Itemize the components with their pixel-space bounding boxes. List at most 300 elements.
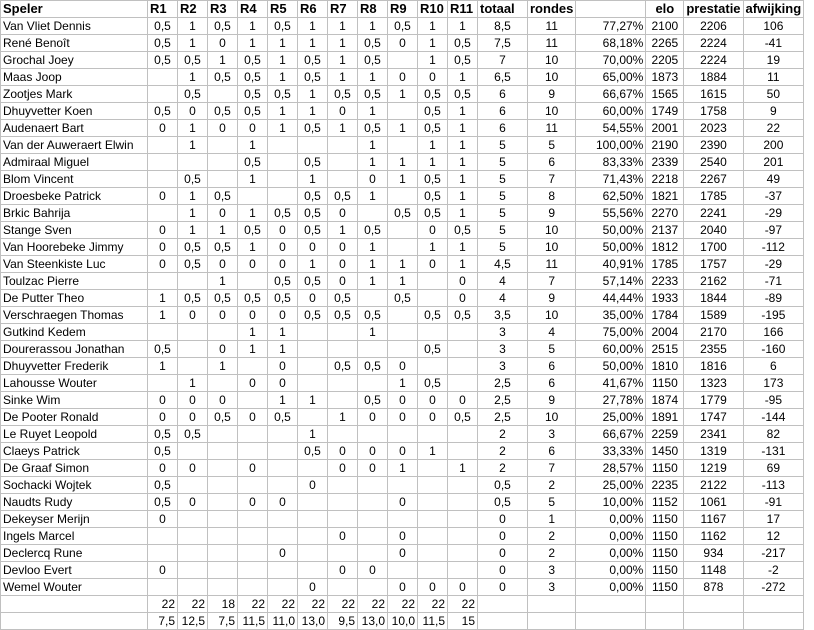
footer-label-cell [1, 596, 148, 613]
round-result: 0,5 [358, 307, 388, 324]
round-result: 0 [328, 460, 358, 477]
total-score: 2,5 [478, 409, 528, 426]
rounds-played: 10 [528, 307, 576, 324]
player-name: Van Hoorebeke Jimmy [1, 239, 148, 256]
round-result: 1 [328, 69, 358, 86]
rounds-played: 3 [528, 426, 576, 443]
footer-games: 22 [358, 596, 388, 613]
rating-deviation: -41 [743, 35, 804, 52]
round-result [298, 528, 328, 545]
round-result [238, 477, 268, 494]
rounds-played: 10 [528, 409, 576, 426]
round-result [418, 477, 448, 494]
round-result: 1 [178, 69, 208, 86]
round-result [178, 273, 208, 290]
rating-deviation: 69 [743, 460, 804, 477]
round-result: 1 [448, 205, 478, 222]
player-name: Toulzac Pierre [1, 273, 148, 290]
round-result: 1 [328, 35, 358, 52]
total-score: 2,5 [478, 375, 528, 392]
round-result: 0,5 [358, 358, 388, 375]
player-name: Van der Auweraert Elwin [1, 137, 148, 154]
elo-rating: 2001 [646, 120, 684, 137]
round-result: 0 [148, 120, 178, 137]
round-result: 1 [238, 171, 268, 188]
table-row [1, 494, 804, 511]
performance-rating: 1162 [684, 528, 743, 545]
performance-rating: 2224 [684, 35, 743, 52]
round-result [268, 511, 298, 528]
round-result: 0 [388, 409, 418, 426]
round-result [448, 358, 478, 375]
round-result: 0,5 [328, 358, 358, 375]
round-result [418, 511, 448, 528]
round-result: 0 [328, 528, 358, 545]
total-score: 6 [478, 86, 528, 103]
table-row [1, 18, 804, 35]
elo-rating: 2259 [646, 426, 684, 443]
elo-rating: 1150 [646, 375, 684, 392]
round-result [388, 426, 418, 443]
table-row [1, 154, 804, 171]
total-score: 3 [478, 324, 528, 341]
round-result [418, 273, 448, 290]
rounds-played: 10 [528, 103, 576, 120]
round-result: 0,5 [148, 103, 178, 120]
elo-rating: 1933 [646, 290, 684, 307]
performance-rating: 2267 [684, 171, 743, 188]
elo-rating: 2270 [646, 205, 684, 222]
rounds-played: 3 [528, 579, 576, 596]
round-result: 0,5 [448, 52, 478, 69]
round-result: 1 [148, 290, 178, 307]
round-result [448, 324, 478, 341]
score-percentage: 83,33% [576, 154, 646, 171]
round-result: 0,5 [238, 222, 268, 239]
round-result: 0 [358, 460, 388, 477]
total-score: 0 [478, 579, 528, 596]
round-result [208, 86, 238, 103]
round-result [298, 494, 328, 511]
player-name: Dekeyser Merijn [1, 511, 148, 528]
round-result [178, 562, 208, 579]
round-result: 0 [268, 375, 298, 392]
round-result: 0 [178, 494, 208, 511]
header-r1: R1 [148, 1, 178, 18]
rounds-played: 9 [528, 86, 576, 103]
round-result [208, 494, 238, 511]
rounds-played: 6 [528, 375, 576, 392]
elo-rating: 2515 [646, 341, 684, 358]
round-result: 0 [328, 103, 358, 120]
round-result: 0 [328, 562, 358, 579]
score-percentage: 44,44% [576, 290, 646, 307]
table-row [1, 392, 804, 409]
total-score: 5 [478, 188, 528, 205]
round-result: 1 [238, 239, 268, 256]
round-result: 0 [388, 443, 418, 460]
round-result [328, 494, 358, 511]
round-result: 0,5 [418, 103, 448, 120]
header-r5: R5 [268, 1, 298, 18]
performance-rating: 1758 [684, 103, 743, 120]
round-result: 0 [148, 188, 178, 205]
round-result: 0 [208, 205, 238, 222]
table-row [1, 426, 804, 443]
footer-points-row [1, 613, 804, 630]
round-result: 0,5 [238, 86, 268, 103]
round-result: 0 [358, 171, 388, 188]
round-result [388, 324, 418, 341]
rounds-played: 7 [528, 273, 576, 290]
player-name: Dhuyvetter Koen [1, 103, 148, 120]
round-result: 1 [328, 409, 358, 426]
round-result [208, 511, 238, 528]
score-percentage: 66,67% [576, 426, 646, 443]
round-result: 0 [208, 35, 238, 52]
round-result [238, 188, 268, 205]
round-result: 1 [178, 18, 208, 35]
elo-rating: 1812 [646, 239, 684, 256]
rounds-played: 9 [528, 205, 576, 222]
player-name: Maas Joop [1, 69, 148, 86]
round-result: 0,5 [208, 18, 238, 35]
table-row [1, 477, 804, 494]
round-result: 0,5 [268, 409, 298, 426]
footer-empty-cell [684, 613, 743, 630]
round-result: 0,5 [148, 35, 178, 52]
round-result [448, 426, 478, 443]
round-result [268, 562, 298, 579]
performance-rating: 1747 [684, 409, 743, 426]
round-result [418, 426, 448, 443]
player-name: Stange Sven [1, 222, 148, 239]
round-result [328, 392, 358, 409]
total-score: 0 [478, 545, 528, 562]
round-result: 1 [448, 188, 478, 205]
score-percentage: 25,00% [576, 477, 646, 494]
performance-rating: 1219 [684, 460, 743, 477]
round-result [328, 341, 358, 358]
round-result: 1 [178, 375, 208, 392]
round-result: 0,5 [328, 86, 358, 103]
rounds-played: 10 [528, 69, 576, 86]
table-row [1, 120, 804, 137]
round-result [178, 511, 208, 528]
header-r8: R8 [358, 1, 388, 18]
rounds-played: 5 [528, 137, 576, 154]
score-percentage: 0,00% [576, 562, 646, 579]
score-percentage: 40,91% [576, 256, 646, 273]
round-result: 1 [238, 205, 268, 222]
table-row [1, 290, 804, 307]
footer-empty-cell [646, 596, 684, 613]
round-result: 0 [388, 579, 418, 596]
rating-deviation: -144 [743, 409, 804, 426]
round-result: 0,5 [298, 443, 328, 460]
table-row [1, 86, 804, 103]
score-percentage: 60,00% [576, 341, 646, 358]
score-percentage: 35,00% [576, 307, 646, 324]
total-score: 2 [478, 460, 528, 477]
total-score: 7 [478, 52, 528, 69]
round-result [148, 137, 178, 154]
rounds-played: 7 [528, 171, 576, 188]
rounds-played: 1 [528, 511, 576, 528]
round-result [388, 103, 418, 120]
round-result: 0,5 [418, 341, 448, 358]
total-score: 5 [478, 137, 528, 154]
round-result [178, 579, 208, 596]
round-result [208, 528, 238, 545]
round-result [238, 443, 268, 460]
table-row [1, 443, 804, 460]
footer-games: 18 [208, 596, 238, 613]
round-result: 0 [238, 120, 268, 137]
performance-rating: 2390 [684, 137, 743, 154]
total-score: 5 [478, 171, 528, 188]
footer-points: 13,0 [298, 613, 328, 630]
rounds-played: 9 [528, 290, 576, 307]
round-result [238, 528, 268, 545]
rounds-played: 10 [528, 222, 576, 239]
round-result: 0,5 [448, 86, 478, 103]
performance-rating: 2540 [684, 154, 743, 171]
performance-rating: 2224 [684, 52, 743, 69]
rounds-played: 5 [528, 494, 576, 511]
rating-deviation: -113 [743, 477, 804, 494]
player-name: Dhuyvetter Frederik [1, 358, 148, 375]
round-result: 1 [448, 120, 478, 137]
round-result: 0,5 [418, 171, 448, 188]
round-result: 1 [268, 103, 298, 120]
footer-points: 13,0 [358, 613, 388, 630]
player-name: De Graaf Simon [1, 460, 148, 477]
round-result [148, 86, 178, 103]
round-result [298, 460, 328, 477]
header-prestatie: prestatie [684, 1, 743, 18]
round-result: 0,5 [418, 86, 448, 103]
total-score: 6,5 [478, 69, 528, 86]
total-score: 5 [478, 205, 528, 222]
round-result: 0,5 [298, 307, 328, 324]
round-result: 0 [238, 375, 268, 392]
rounds-played: 2 [528, 528, 576, 545]
header-r6: R6 [298, 1, 328, 18]
round-result: 1 [268, 392, 298, 409]
footer-points: 11,5 [418, 613, 448, 630]
round-result [358, 375, 388, 392]
performance-rating: 1589 [684, 307, 743, 324]
round-result [388, 137, 418, 154]
round-result [268, 477, 298, 494]
round-result: 0 [208, 120, 238, 137]
performance-rating: 1319 [684, 443, 743, 460]
round-result [238, 426, 268, 443]
round-result: 1 [238, 341, 268, 358]
round-result: 0 [148, 409, 178, 426]
round-result: 0,5 [448, 35, 478, 52]
rating-deviation: -160 [743, 341, 804, 358]
round-result: 0,5 [148, 426, 178, 443]
rounds-played: 6 [528, 443, 576, 460]
player-name: Declercq Rune [1, 545, 148, 562]
footer-games-row [1, 596, 804, 613]
round-result [208, 443, 238, 460]
elo-rating: 1152 [646, 494, 684, 511]
header-r7: R7 [328, 1, 358, 18]
round-result: 0 [388, 392, 418, 409]
rounds-played: 8 [528, 188, 576, 205]
footer-games: 22 [328, 596, 358, 613]
round-result [208, 562, 238, 579]
round-result [448, 528, 478, 545]
performance-rating: 2206 [684, 18, 743, 35]
round-result: 0 [148, 239, 178, 256]
round-result: 0 [328, 205, 358, 222]
round-result: 0,5 [178, 256, 208, 273]
footer-games: 22 [268, 596, 298, 613]
round-result: 0,5 [238, 103, 268, 120]
round-result: 0,5 [418, 188, 448, 205]
round-result: 1 [388, 256, 418, 273]
total-score: 6 [478, 120, 528, 137]
score-percentage: 33,33% [576, 443, 646, 460]
elo-rating: 1450 [646, 443, 684, 460]
footer-points: 11,0 [268, 613, 298, 630]
footer-empty-cell [528, 613, 576, 630]
round-result: 0,5 [328, 290, 358, 307]
footer-empty-cell [478, 613, 528, 630]
rating-deviation: 106 [743, 18, 804, 35]
round-result: 0,5 [148, 443, 178, 460]
round-result: 1 [268, 69, 298, 86]
round-result: 0,5 [208, 103, 238, 120]
rating-deviation: -131 [743, 443, 804, 460]
header-r4: R4 [238, 1, 268, 18]
round-result [388, 307, 418, 324]
round-result: 1 [388, 375, 418, 392]
round-result: 0,5 [298, 52, 328, 69]
round-result [178, 545, 208, 562]
round-result: 0 [388, 358, 418, 375]
round-result: 0 [178, 307, 208, 324]
round-result [328, 324, 358, 341]
round-result: 0,5 [268, 290, 298, 307]
elo-rating: 1810 [646, 358, 684, 375]
round-result: 0,5 [388, 205, 418, 222]
table-row [1, 375, 804, 392]
round-result [328, 171, 358, 188]
round-result [358, 477, 388, 494]
total-score: 2 [478, 426, 528, 443]
round-result [448, 562, 478, 579]
performance-rating: 878 [684, 579, 743, 596]
round-result: 0 [358, 562, 388, 579]
score-percentage: 55,56% [576, 205, 646, 222]
total-score: 2,5 [478, 392, 528, 409]
round-result: 1 [358, 103, 388, 120]
round-result: 0 [208, 392, 238, 409]
score-percentage: 68,18% [576, 35, 646, 52]
round-result [148, 545, 178, 562]
table-row [1, 256, 804, 273]
table-row [1, 69, 804, 86]
round-result: 0 [268, 256, 298, 273]
header-speler: Speler [1, 1, 148, 18]
round-result: 0 [328, 256, 358, 273]
performance-rating: 2170 [684, 324, 743, 341]
round-result: 0 [148, 392, 178, 409]
round-result: 0 [328, 239, 358, 256]
table-row [1, 137, 804, 154]
total-score: 8,5 [478, 18, 528, 35]
performance-rating: 1061 [684, 494, 743, 511]
total-score: 5 [478, 154, 528, 171]
header-pct [576, 1, 646, 18]
footer-games: 22 [178, 596, 208, 613]
round-result: 0 [238, 409, 268, 426]
elo-rating: 1150 [646, 460, 684, 477]
round-result [388, 341, 418, 358]
rating-deviation: -29 [743, 205, 804, 222]
rating-deviation: 11 [743, 69, 804, 86]
round-result [328, 137, 358, 154]
round-result: 0,5 [418, 375, 448, 392]
round-result [328, 375, 358, 392]
round-result [238, 358, 268, 375]
elo-rating: 1749 [646, 103, 684, 120]
elo-rating: 1150 [646, 545, 684, 562]
round-result: 1 [298, 392, 328, 409]
round-result: 1 [448, 137, 478, 154]
round-result: 1 [448, 103, 478, 120]
round-result [448, 545, 478, 562]
round-result [208, 324, 238, 341]
player-name: Grochal Joey [1, 52, 148, 69]
round-result: 0,5 [208, 290, 238, 307]
rating-deviation: 201 [743, 154, 804, 171]
round-result: 0 [418, 409, 448, 426]
round-result [298, 562, 328, 579]
round-result: 1 [358, 188, 388, 205]
header-r3: R3 [208, 1, 238, 18]
total-score: 4 [478, 290, 528, 307]
round-result: 0 [268, 545, 298, 562]
score-percentage: 25,00% [576, 409, 646, 426]
score-percentage: 50,00% [576, 222, 646, 239]
performance-rating: 1167 [684, 511, 743, 528]
round-result: 1 [328, 18, 358, 35]
performance-rating: 1884 [684, 69, 743, 86]
round-result: 1 [388, 120, 418, 137]
round-result [328, 154, 358, 171]
round-result [328, 511, 358, 528]
round-result [148, 205, 178, 222]
table-row [1, 562, 804, 579]
score-percentage: 41,67% [576, 375, 646, 392]
round-result: 0 [148, 460, 178, 477]
round-result: 1 [178, 222, 208, 239]
round-result: 0 [388, 69, 418, 86]
round-result [148, 69, 178, 86]
footer-points: 15 [448, 613, 478, 630]
round-result: 0,5 [208, 69, 238, 86]
round-result [358, 494, 388, 511]
table-row [1, 222, 804, 239]
round-result [418, 528, 448, 545]
footer-points: 10,0 [388, 613, 418, 630]
